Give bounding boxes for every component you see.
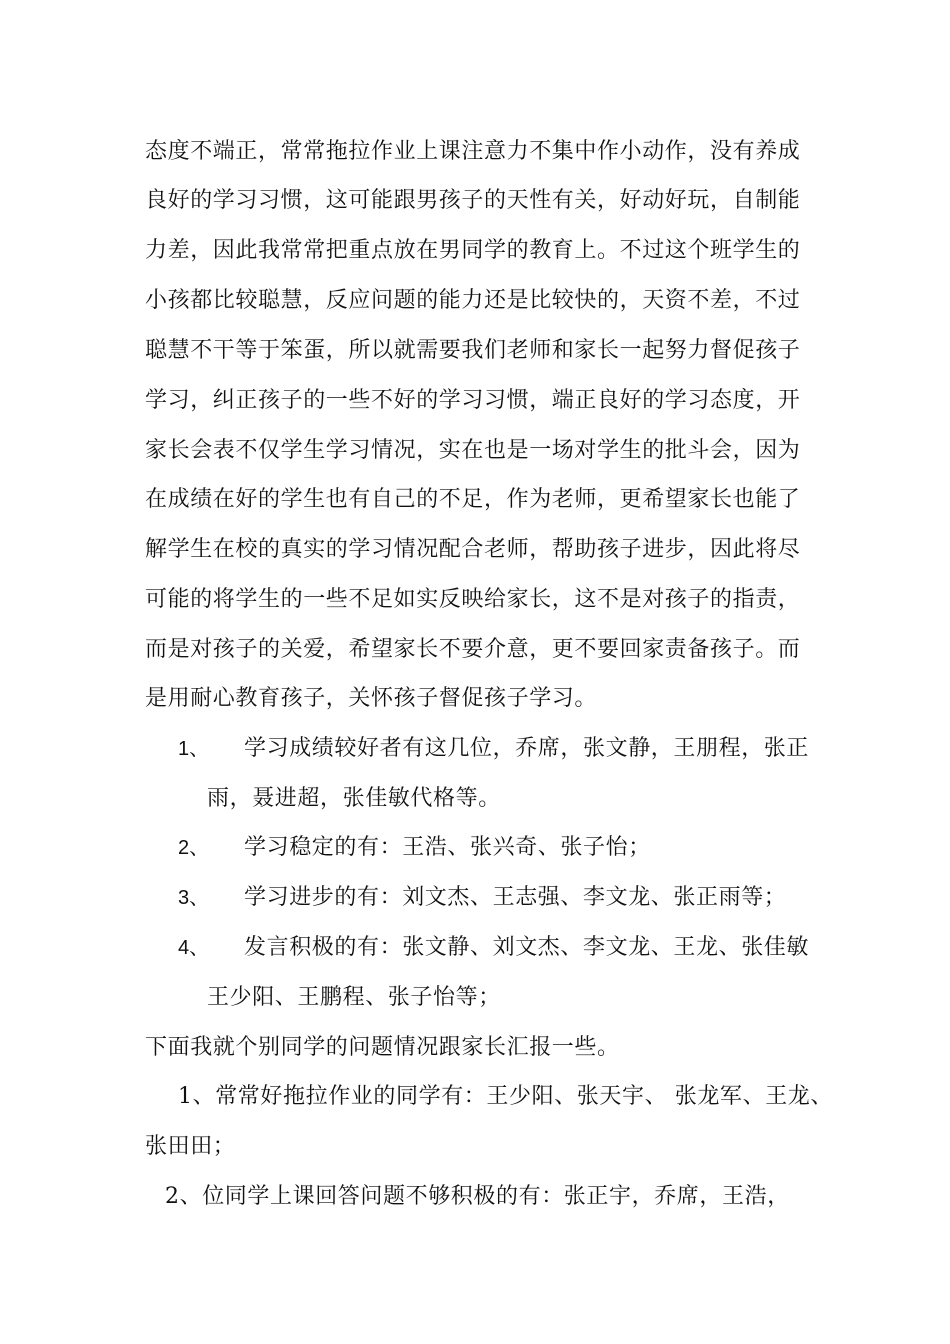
paragraph-line: 力差，因此我常常把重点放在男同学的教育上。不过这个班学生的	[145, 238, 801, 263]
paragraph-line: 态度不端正，常常拖拉作业上课注意力不集中作小动作，没有养成	[145, 139, 801, 164]
list-item-text: 学习进步的有：刘文杰、王志强、李文龙、张正雨等；	[244, 885, 787, 910]
list-item-text: 发言积极的有：张文静、刘文杰、李文龙、王龙、张佳敏	[244, 935, 810, 960]
list-item-number: 3、	[178, 887, 210, 909]
section-intro: 下面我就个别同学的问题情况跟家长汇报一些。	[145, 1035, 620, 1060]
paragraph-line: 解学生在校的真实的学习情况配合老师，帮助孩子进步，因此将尽	[145, 537, 801, 562]
list-item-number: 2、	[178, 837, 210, 859]
paragraph-line: 是用耐心教育孩子，关怀孩子督促孩子学习。	[145, 686, 598, 711]
problem-item-text: 张田田；	[145, 1134, 236, 1159]
list-item-text: 王少阳、王鹏程、张子怡等；	[207, 985, 501, 1010]
list-item-number: 4、	[178, 937, 210, 959]
problem-item-text: 2、位同学上课回答问题不够积极的有：张正宇，乔席，王浩，	[165, 1184, 790, 1209]
paragraph-line: 在成绩在好的学生也有自己的不足，作为老师，更希望家长也能了	[145, 487, 801, 512]
paragraph-line: 可能的将学生的一些不足如实反映给家长，这不是对孩子的指责，	[145, 587, 801, 612]
list-item-text: 学习稳定的有：王浩、张兴奇、张子怡；	[244, 835, 651, 860]
list-item-text: 学习成绩较好者有这几位，乔席，张文静，王朋程，张正	[244, 736, 810, 761]
paragraph-line: 聪慧不干等于笨蛋，所以就需要我们老师和家长一起努力督促孩子	[145, 338, 801, 363]
list-item-number: 1、	[178, 738, 210, 760]
paragraph-line: 小孩都比较聪慧，反应问题的能力还是比较快的，天资不差，不过	[145, 288, 801, 313]
paragraph-line: 良好的学习习惯，这可能跟男孩子的天性有关，好动好玩，自制能	[145, 188, 801, 213]
paragraph-line: 学习，纠正孩子的一些不好的学习习惯，端正良好的学习态度，开	[145, 388, 801, 413]
problem-item-text: 1、常常好拖拉作业的同学有：王少阳、张天宇、 张龙军、王龙、	[178, 1084, 833, 1109]
paragraph-line: 家长会表不仅学生学习情况，实在也是一场对学生的批斗会，因为	[145, 438, 801, 463]
paragraph-line: 而是对孩子的关爱，希望家长不要介意，更不要回家责备孩子。而	[145, 637, 801, 662]
list-item-text: 雨，聂进超，张佳敏代格等。	[207, 786, 501, 811]
